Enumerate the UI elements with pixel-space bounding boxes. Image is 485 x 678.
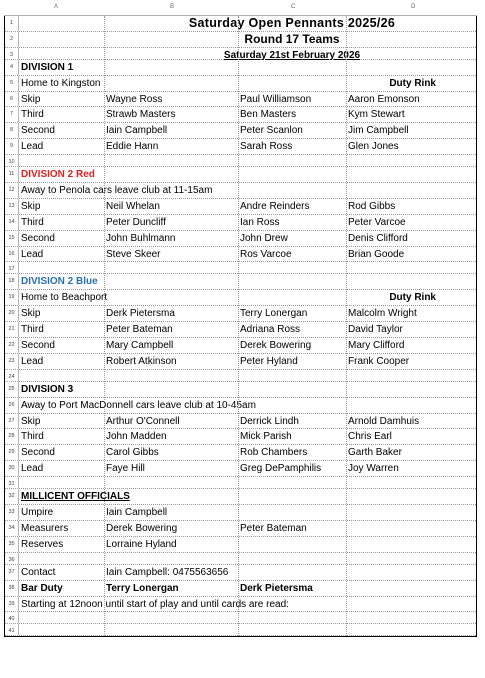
sheet-row (5, 48, 476, 60)
row-number[interactable]: 28 (5, 429, 19, 444)
sheet-row (5, 231, 476, 247)
row-number[interactable]: 14 (5, 215, 19, 230)
division-heading[interactable]: DIVISION 2 Red (21, 169, 95, 181)
player-rink-3[interactable]: Brian Goode (348, 248, 405, 260)
row-number[interactable]: 30 (5, 461, 19, 476)
sheet-row (5, 92, 476, 108)
measurer-1[interactable]: Derek Bowering (106, 522, 178, 534)
row-number[interactable]: 32 (5, 489, 19, 504)
player-rink-2[interactable]: Mick Parish (240, 431, 292, 443)
position-label[interactable]: Second (21, 447, 55, 459)
sheet-row (5, 398, 476, 414)
player-rink-1[interactable]: Wayne Ross (106, 93, 163, 105)
row-number[interactable]: 38 (5, 581, 19, 596)
player-rink-3[interactable]: Peter Varcoe (348, 216, 406, 228)
sheet-row (5, 477, 476, 489)
duty-rink-label[interactable]: Duty Rink (389, 77, 436, 89)
row-number[interactable]: 18 (5, 274, 19, 289)
column-divider (346, 16, 347, 636)
player-rink-3[interactable]: Frank Cooper (348, 355, 410, 367)
player-rink-2[interactable]: John Drew (240, 232, 288, 244)
position-label[interactable]: Skip (21, 200, 41, 212)
player-rink-1[interactable]: Steve Skeer (106, 248, 161, 260)
player-rink-3[interactable]: Malcolm Wright (348, 308, 417, 320)
player-rink-1[interactable]: Mary Campbell (106, 340, 174, 352)
player-rink-1[interactable]: Strawb Masters (106, 109, 176, 121)
sheet-row (5, 32, 476, 48)
division-note[interactable]: Home to Beachport (21, 292, 108, 304)
sheet-title[interactable]: Saturday Open Pennants 2025/26 (188, 16, 396, 30)
player-rink-1[interactable]: John Madden (106, 431, 167, 443)
measurer-2[interactable]: Peter Bateman (240, 522, 307, 534)
bar-duty-1[interactable]: Terry Lonergan (106, 582, 179, 594)
column-header-c[interactable]: C (291, 4, 296, 10)
row-number[interactable]: 37 (5, 565, 19, 580)
sheet-row (5, 565, 476, 581)
row-number[interactable]: 12 (5, 183, 19, 198)
player-rink-2[interactable]: Peter Hyland (240, 355, 298, 367)
sheet-row (5, 354, 476, 370)
sheet-row (5, 215, 476, 231)
position-label[interactable]: Third (21, 431, 44, 443)
division-note[interactable]: Away to Port MacDonnell cars leave club at 10-45am (21, 399, 256, 411)
sheet-row (5, 612, 476, 624)
row-number[interactable]: 1 (5, 16, 19, 31)
player-rink-1[interactable]: John Buhlmann (106, 232, 176, 244)
row-number[interactable]: 5 (5, 76, 19, 91)
player-rink-3[interactable]: Jim Campbell (348, 125, 409, 137)
contact-value[interactable]: Iain Campbell: 0475563656 (106, 566, 229, 578)
row-number[interactable]: 26 (5, 398, 19, 413)
division-heading[interactable]: DIVISION 2 Blue (21, 276, 98, 288)
player-rink-2[interactable]: Ros Varcoe (240, 248, 292, 260)
row-number[interactable]: 13 (5, 199, 19, 214)
division-note[interactable]: Home to Kingston (21, 77, 101, 89)
row-number[interactable]: 7 (5, 107, 19, 122)
sheet-row (5, 247, 476, 263)
division-note[interactable]: Away to Penola cars leave club at 11-15am (21, 185, 213, 197)
position-label[interactable]: Second (21, 232, 55, 244)
player-rink-2[interactable]: Ben Masters (240, 109, 297, 121)
sheet-grid (4, 16, 477, 637)
sheet-row (5, 624, 476, 636)
sheet-row (5, 183, 476, 199)
row-number[interactable]: 40 (5, 612, 19, 623)
row-number[interactable]: 9 (5, 139, 19, 154)
player-rink-2[interactable]: Terry Lonergan (240, 308, 308, 320)
round-date[interactable]: Saturday 21st February 2026 (223, 49, 361, 61)
row-number[interactable]: 16 (5, 247, 19, 262)
umpire-label[interactable]: Umpire (21, 507, 54, 519)
sheet-row (5, 167, 476, 183)
sheet-row (5, 290, 476, 306)
sheet-row (5, 274, 476, 290)
sheet-row (5, 155, 476, 167)
measurers-label[interactable]: Measurers (21, 522, 69, 534)
player-rink-2[interactable]: Andre Reinders (240, 200, 310, 212)
row-number[interactable]: 6 (5, 92, 19, 107)
row-number[interactable]: 36 (5, 553, 19, 564)
row-number[interactable]: 3 (5, 48, 19, 59)
row-number[interactable]: 2 (5, 32, 19, 47)
player-rink-3[interactable]: David Taylor (348, 324, 403, 336)
row-number[interactable]: 34 (5, 521, 19, 536)
bar-duty-2[interactable]: Derk Pietersma (240, 582, 313, 594)
player-rink-3[interactable]: Denis Clifford (348, 232, 408, 244)
row-number[interactable]: 21 (5, 322, 19, 337)
player-rink-3[interactable]: Kym Stewart (348, 109, 405, 121)
player-rink-3[interactable]: Joy Warren (348, 463, 399, 475)
row-number[interactable]: 15 (5, 231, 19, 246)
player-rink-1[interactable]: Carol Gibbs (106, 447, 159, 459)
player-rink-1[interactable]: Robert Atkinson (106, 355, 177, 367)
sheet-row (5, 461, 476, 477)
sheet-row (5, 107, 476, 123)
player-rink-2[interactable]: Derrick Lindh (240, 415, 299, 427)
player-rink-2[interactable]: Derek Bowering (240, 340, 312, 352)
player-rink-1[interactable]: Derk Pietersma (106, 308, 175, 320)
sheet-row (5, 489, 476, 505)
player-rink-1[interactable]: Eddie Hann (106, 141, 159, 153)
reserves-label[interactable]: Reserves (21, 538, 64, 550)
row-number[interactable]: 4 (5, 60, 19, 75)
player-rink-3[interactable]: Aaron Emonson (348, 93, 420, 105)
player-rink-3[interactable]: Rod Gibbs (348, 200, 396, 212)
bar-duty-label[interactable]: Bar Duty (21, 582, 63, 594)
officials-heading[interactable]: MILLICENT OFFICIALS (21, 491, 130, 503)
sheet-row (5, 76, 476, 92)
player-rink-1[interactable]: Faye Hill (106, 463, 145, 475)
sheet-row (5, 338, 476, 354)
position-label[interactable]: Second (21, 340, 55, 352)
sheet-row (5, 537, 476, 553)
sheet-row (5, 370, 476, 382)
sheet-row (5, 505, 476, 521)
player-rink-2[interactable]: Sarah Ross (240, 141, 293, 153)
position-label[interactable]: Lead (21, 355, 44, 367)
position-label[interactable]: Lead (21, 248, 44, 260)
row-number[interactable]: 19 (5, 290, 19, 305)
player-rink-2[interactable]: Adriana Ross (240, 324, 301, 336)
position-label[interactable]: Third (21, 216, 44, 228)
column-divider (104, 16, 105, 636)
position-label[interactable]: Second (21, 125, 55, 137)
row-number[interactable]: 41 (5, 624, 19, 635)
row-number[interactable]: 24 (5, 370, 19, 381)
column-header-d[interactable]: D (411, 4, 416, 10)
player-rink-1[interactable]: Peter Duncliff (106, 216, 166, 228)
row-number[interactable]: 17 (5, 262, 19, 273)
column-header-b[interactable]: B (170, 4, 175, 10)
sheet-subtitle[interactable]: Round 17 Teams (244, 31, 340, 46)
division-heading[interactable]: DIVISION 3 (21, 383, 74, 395)
reserves-name[interactable]: Lorraine Hyland (106, 538, 177, 550)
sheet-row (5, 16, 476, 32)
player-rink-1[interactable]: Iain Campbell (106, 125, 168, 137)
sheet-row (5, 322, 476, 338)
column-header-row (4, 4, 477, 16)
position-label[interactable]: Third (21, 109, 44, 121)
player-rink-1[interactable]: Neil Whelan (106, 200, 160, 212)
row-number[interactable]: 39 (5, 597, 19, 612)
umpire-name[interactable]: Iain Campbell (106, 507, 168, 519)
row-number[interactable]: 29 (5, 445, 19, 460)
sheet-row (5, 581, 476, 597)
player-rink-1[interactable]: Arthur O'Connell (106, 415, 180, 427)
contact-label[interactable]: Contact (21, 566, 56, 578)
player-rink-2[interactable]: Ian Ross (240, 216, 280, 228)
player-rink-2[interactable]: Greg DePamphilis (240, 463, 322, 475)
row-number[interactable]: 35 (5, 537, 19, 552)
duty-rink-label[interactable]: Duty Rink (389, 292, 436, 304)
bar-duty-note[interactable]: Starting at 12noon until start of play and until cards are read: (21, 598, 289, 610)
row-number[interactable]: 25 (5, 382, 19, 397)
player-rink-2[interactable]: Paul Williamson (240, 93, 312, 105)
sheet-row (5, 521, 476, 537)
sheet-row (5, 382, 476, 398)
sheet-row (5, 139, 476, 155)
sheet-row (5, 199, 476, 215)
player-rink-3[interactable]: Arnold Damhuis (348, 415, 420, 427)
row-number[interactable]: 11 (5, 167, 19, 182)
spreadsheet (4, 4, 477, 637)
column-header-a[interactable]: A (54, 4, 59, 10)
row-number[interactable]: 20 (5, 306, 19, 321)
row-number[interactable]: 22 (5, 338, 19, 353)
row-number[interactable]: 10 (5, 155, 19, 166)
position-label[interactable]: Skip (21, 308, 41, 320)
player-rink-2[interactable]: Peter Scanlon (240, 125, 303, 137)
sheet-row (5, 429, 476, 445)
position-label[interactable]: Lead (21, 141, 44, 153)
row-number[interactable]: 31 (5, 477, 19, 488)
position-label[interactable]: Third (21, 324, 44, 336)
position-label[interactable]: Lead (21, 463, 44, 475)
row-number[interactable]: 27 (5, 414, 19, 429)
row-number[interactable]: 23 (5, 354, 19, 369)
player-rink-3[interactable]: Mary Clifford (348, 340, 405, 352)
sheet-row (5, 414, 476, 430)
sheet-row (5, 597, 476, 613)
sheet-row (5, 60, 476, 76)
row-number[interactable]: 33 (5, 505, 19, 520)
position-label[interactable]: Skip (21, 415, 41, 427)
player-rink-3[interactable]: Chris Earl (348, 431, 392, 443)
player-rink-3[interactable]: Glen Jones (348, 141, 399, 153)
player-rink-2[interactable]: Rob Chambers (240, 447, 308, 459)
sheet-row (5, 262, 476, 274)
column-divider (238, 16, 239, 636)
row-number[interactable]: 8 (5, 123, 19, 138)
sheet-row (5, 306, 476, 322)
position-label[interactable]: Skip (21, 93, 41, 105)
player-rink-1[interactable]: Peter Bateman (106, 324, 173, 336)
player-rink-3[interactable]: Garth Baker (348, 447, 402, 459)
division-heading[interactable]: DIVISION 1 (21, 61, 74, 73)
sheet-row (5, 445, 476, 461)
sheet-row (5, 553, 476, 565)
sheet-row (5, 123, 476, 139)
